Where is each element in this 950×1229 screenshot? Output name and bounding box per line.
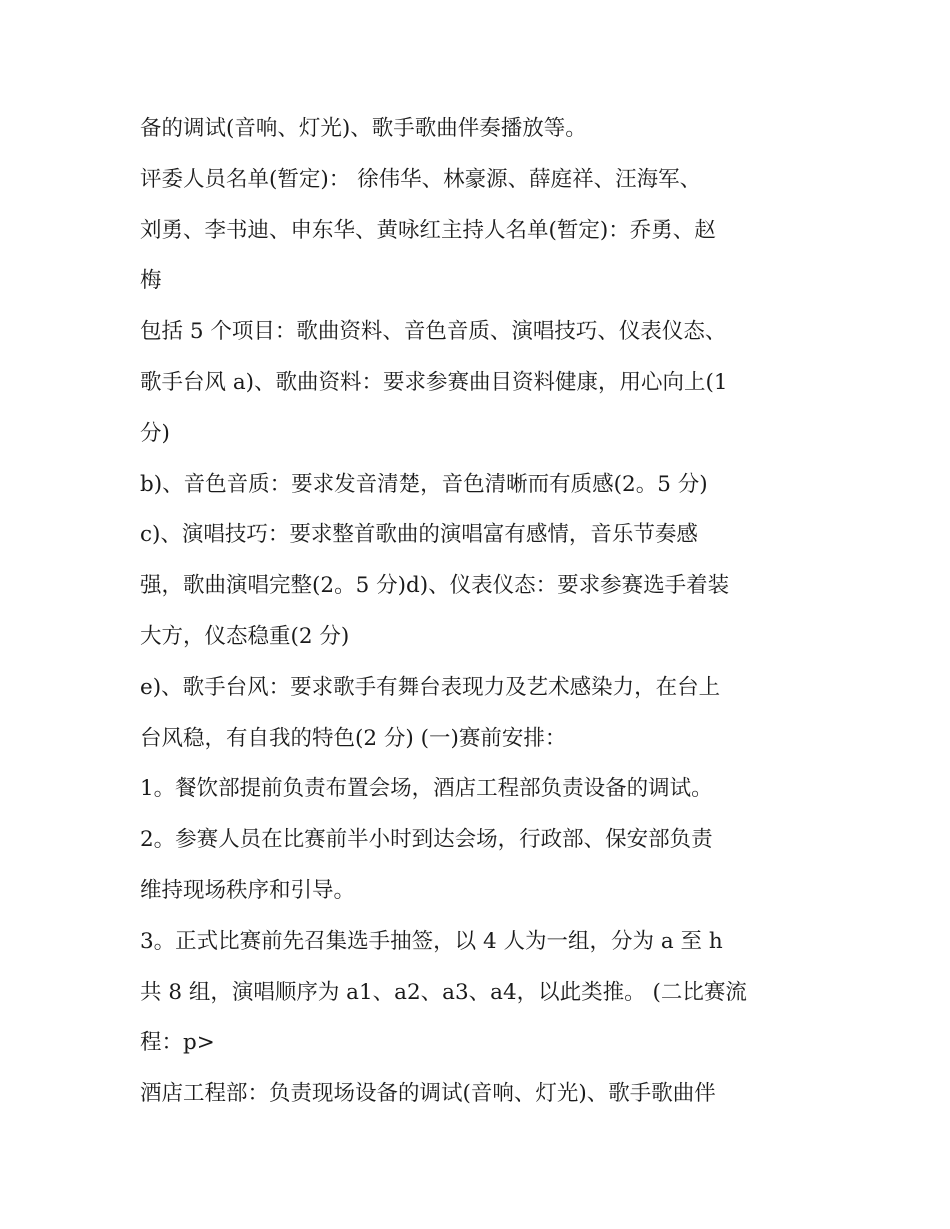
text-line: e)、歌手台风：要求歌手有舞台表现力及艺术感染力，在台上 — [140, 674, 721, 700]
text-line: 分) — [140, 420, 170, 446]
text-line: 3。正式比赛前先召集选手抽签，以 4 人为一组，分为 a 至 h — [140, 928, 723, 954]
text-line: 共 8 组，演唱顺序为 a1、a2、a3、a4，以此类推。 (二比赛流 — [140, 979, 747, 1005]
text-line: 梅 — [140, 268, 162, 294]
text-line: 强，歌曲演唱完整(2。5 分)d)、仪表仪态：要求参赛选手着装 — [140, 573, 730, 599]
text-line: c)、演唱技巧：要求整首歌曲的演唱富有感情，音乐节奏感 — [140, 522, 698, 548]
text-line: 酒店工程部：负责现场设备的调试(音响、灯光)、歌手歌曲伴 — [140, 1081, 716, 1107]
text-line: 评委人员名单(暂定)： 徐伟华、林豪源、薛庭祥、汪海军、 — [140, 166, 702, 192]
text-line: 2。参赛人员在比赛前半小时到达会场，行政部、保安部负责 — [140, 827, 713, 853]
text-line: 备的调试(音响、灯光)、歌手歌曲伴奏播放等。 — [140, 116, 587, 141]
text-line: b)、音色音质：要求发音清楚，音色清晰而有质感(2。5 分) — [140, 471, 708, 497]
text-line: 刘勇、李书迪、申东华、黄咏红主持人名单(暂定)：乔勇、赵 — [140, 217, 716, 243]
text-line: 歌手台风 a)、歌曲资料：要求参赛曲目资料健康，用心向上(1 — [140, 369, 728, 395]
text-line: 包括 5 个项目：歌曲资料、音色音质、演唱技巧、仪表仪态、 — [140, 319, 727, 345]
text-line: 维持现场秩序和引导。 — [140, 877, 356, 903]
text-line: 程：p> — [140, 1030, 215, 1056]
text-line: 大方，仪态稳重(2 分) — [140, 623, 350, 649]
text-line: 台风稳，有自我的特色(2 分) (一)赛前安排： — [140, 725, 567, 751]
document-body — [140, 104, 820, 1120]
text-line: 1。餐饮部提前负责布置会场，酒店工程部负责设备的调试。 — [140, 776, 713, 802]
